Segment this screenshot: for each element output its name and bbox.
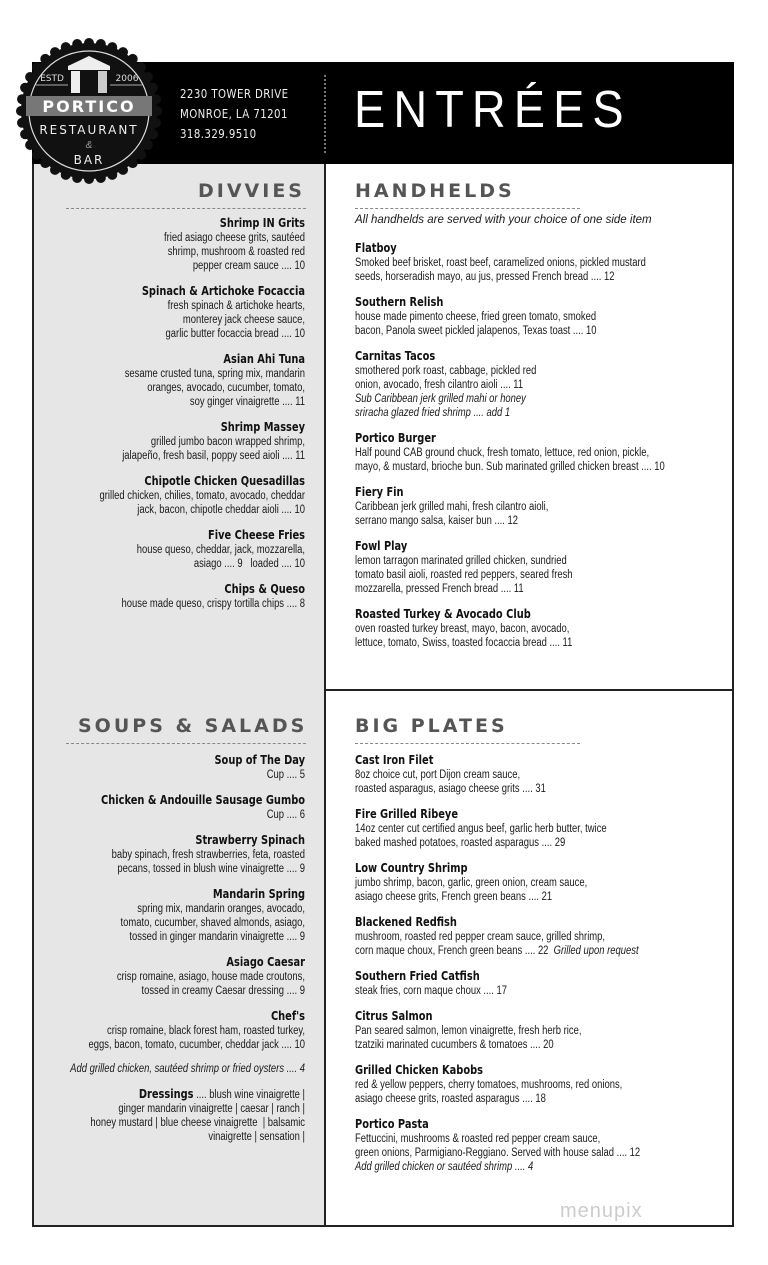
item-description: red & yellow peppers, cherry tomatoes, mushrooms, red onions, asiago cheese grits, roasted asparagus .... 18 — [355, 1079, 623, 1105]
handhelds-list — [355, 240, 725, 660]
menu-item — [355, 538, 725, 596]
item-name: Mandarin Spring — [212, 887, 305, 901]
item-description: house queso, cheddar, jack, mozzarella, asiago .... 9 loaded .... 10 — [136, 544, 305, 570]
divvies-list — [40, 215, 305, 621]
item-name: Blackened Redfish — [355, 915, 457, 929]
menu-item — [40, 1008, 305, 1052]
item-note: Grilled upon request — [553, 945, 639, 957]
big-plates-rule — [355, 743, 580, 744]
item-name: Cast Iron Filet — [355, 753, 434, 767]
menu-item — [355, 806, 725, 850]
item-description: smothered pork roast, cabbage, pickled red onion, avocado, fresh cilantro aioli .... 11 — [355, 365, 537, 391]
item-name: Roasted Turkey & Avocado Club — [355, 607, 531, 621]
item-description: baby spinach, fresh strawberries, feta, roasted pecans, tossed in blush wine vinaigrette .... 9 — [111, 849, 305, 875]
menu-item — [40, 886, 305, 944]
item-description: house made pimento cheese, fried green tomato, smoked bacon, Panola sweet pickled jalapenos, Texas toast .... 10 — [355, 311, 597, 337]
section-title-divvies: DIVVIES — [198, 180, 305, 202]
menu-item — [355, 606, 725, 650]
menu-item — [40, 215, 305, 273]
soups-rule — [66, 743, 306, 744]
menu-item — [355, 348, 725, 420]
menu-item — [355, 294, 725, 338]
menu-item — [40, 419, 305, 463]
item-description: Cup .... 6 — [266, 809, 305, 821]
item-name: Shrimp Massey — [220, 420, 305, 434]
item-name: Chips & Queso — [224, 582, 305, 596]
portico-logo — [16, 38, 162, 184]
menu-item — [355, 1008, 725, 1052]
item-description: mushroom, roasted red pepper cream sauce, grilled shrimp, corn maque choux, French green beans .... 22 — [355, 931, 606, 957]
page-title: ENTRÉES — [354, 81, 632, 139]
menu-item — [40, 473, 305, 517]
menu-item — [40, 792, 305, 822]
item-description: grilled chicken, chilies, tomato, avocado, cheddar jack, bacon, chipotle cheddar aioli .... 10 — [99, 490, 305, 516]
section-title-big-plates: BIG PLATES — [355, 715, 508, 737]
item-name: Chipotle Chicken Quesadillas — [144, 474, 305, 488]
item-description: crisp romaine, asiago, house made croutons, tossed in creamy Caesar dressing .... 9 — [116, 971, 305, 997]
menu-item — [40, 1086, 305, 1144]
menu-item — [40, 527, 305, 571]
item-name: Fire Grilled Ribeye — [355, 807, 458, 821]
item-description: sesame crusted tuna, spring mix, mandarin oranges, avocado, cucumber, tomato, soy ginger vinaigrette .... 11 — [124, 368, 305, 408]
logo-estd: ESTD — [40, 74, 64, 84]
item-description: 14oz center cut certified angus beef, garlic herb butter, twice baked mashed potatoes, roasted asparagus .... 29 — [355, 823, 607, 849]
item-name: Asian Ahi Tuna — [223, 352, 305, 366]
menu-item — [40, 954, 305, 998]
item-note: Sub Caribbean jerk grilled mahi or honey sriracha glazed fried shrimp .... add 1 — [355, 393, 526, 419]
menu-item — [40, 832, 305, 876]
menu-item — [355, 860, 725, 904]
menu-item — [355, 240, 725, 284]
logo-year: 2006 — [115, 74, 139, 84]
item-description: crisp romaine, black forest ham, roasted turkey, eggs, bacon, tomato, cucumber, cheddar jack .... 10 — [88, 1025, 305, 1051]
menu-item — [40, 752, 305, 782]
header-separator — [324, 75, 326, 153]
item-name: Fiery Fin — [355, 485, 404, 499]
item-name: Low Country Shrimp — [355, 861, 468, 875]
item-description: Half pound CAB ground chuck, fresh tomato, lettuce, red onion, pickle, mayo, & mustard, brioche bun. Sub marinated grilled chicken breast .... 10 — [355, 447, 665, 473]
item-description: Fettuccini, mushrooms & roasted red pepper cream sauce, green onions, Parmigiano-Reggiano. Served with house salad .... 12 — [355, 1133, 641, 1159]
menu-item — [40, 1062, 305, 1076]
item-name: Grilled Chicken Kabobs — [355, 1063, 483, 1077]
item-description: spring mix, mandarin oranges, avocado, tomato, cucumber, shaved almonds, asiago, tossed in ginger mandarin vinaigrette .... 9 — [120, 903, 305, 943]
soups-list — [40, 752, 305, 1154]
watermark: menupix — [560, 1200, 643, 1222]
item-description: jumbo shrimp, bacon, garlic, green onion, cream sauce, asiago cheese grits, French green beans .... 21 — [355, 877, 588, 903]
handhelds-rule — [355, 208, 580, 209]
item-note: Add grilled chicken or sautéed shrimp .... 4 — [355, 1161, 534, 1173]
item-name: Strawberry Spinach — [195, 833, 305, 847]
item-description: oven roasted turkey breast, mayo, bacon, avocado, lettuce, tomato, Swiss, toasted focaccia bread .... 11 — [355, 623, 573, 649]
item-name: Asiago Caesar — [226, 955, 305, 969]
item-name: Shrimp IN Grits — [219, 216, 305, 230]
menu-item — [40, 283, 305, 341]
section-title-soups: SOUPS & SALADS — [78, 715, 308, 737]
item-name: Soup of The Day — [214, 753, 305, 767]
item-description: steak fries, corn maque choux .... 17 — [355, 985, 508, 997]
menu-item — [355, 484, 725, 528]
item-description: 8oz choice cut, port Dijon cream sauce, roasted asparagus, asiago cheese grits .... 31 — [355, 769, 546, 795]
item-name: Five Cheese Fries — [208, 528, 305, 542]
logo-name: PORTICO — [42, 97, 136, 116]
item-name: Dressings — [138, 1087, 194, 1101]
item-name: Carnitas Tacos — [355, 349, 436, 363]
menu-item — [355, 430, 725, 474]
item-description: fried asiago cheese grits, sautéed shrimp, mushroom & roasted red pepper cream sauce .... 10 — [163, 232, 305, 272]
item-name: Chicken & Andouille Sausage Gumbo — [101, 793, 305, 807]
item-description: fresh spinach & artichoke hearts, monterey jack cheese sauce, garlic butter focaccia bread .... 10 — [165, 300, 305, 340]
item-description: Caribbean jerk grilled mahi, fresh cilantro aioli, serrano mango salsa, kaiser bun .... 12 — [355, 501, 549, 527]
item-description: house made queso, crispy tortilla chips .... 8 — [121, 598, 305, 610]
menu-item — [355, 1116, 725, 1174]
divvies-rule — [66, 208, 306, 209]
item-name: Southern Fried Catfish — [355, 969, 480, 983]
item-name: Portico Burger — [355, 431, 436, 445]
item-name: Citrus Salmon — [355, 1009, 433, 1023]
section-divider — [325, 689, 733, 691]
item-name: Fowl Play — [355, 539, 408, 553]
item-name: Chef's — [270, 1009, 305, 1023]
menu-item — [355, 968, 725, 998]
logo-amp: & — [85, 140, 93, 151]
section-title-handhelds: HANDHELDS — [355, 180, 515, 202]
item-name: Southern Relish — [355, 295, 444, 309]
phone-number[interactable]: 318.329.9510 — [180, 127, 257, 141]
address-city: MONROE, LA 71201 — [180, 107, 288, 121]
menu-item — [40, 581, 305, 611]
menu-item — [40, 351, 305, 409]
item-description: Cup .... 5 — [266, 769, 305, 781]
item-description: .... blush wine vinaigrette | ginger mandarin vinaigrette | caesar | ranch | honey mustard | blue cheese vinaigrette | balsamic vinaigrette | sensation | — [90, 1089, 305, 1143]
item-name: Spinach & Artichoke Focaccia — [141, 284, 305, 298]
menu-item — [355, 914, 725, 958]
item-name: Portico Pasta — [355, 1117, 429, 1131]
menu-item — [355, 1062, 725, 1106]
menu-item — [355, 752, 725, 796]
item-description: lemon tarragon marinated grilled chicken, sundried tomato basil aioli, roasted red peppers, seared fresh mozzarella, pressed French bread .... 11 — [355, 555, 573, 595]
handhelds-note: All handhelds are served with your choice of one side item — [355, 214, 652, 226]
address-block — [180, 84, 288, 144]
item-description: Add grilled chicken, sautéed shrimp or fried oysters .... 4 — [70, 1063, 305, 1075]
address-street: 2230 TOWER DRIVE — [180, 87, 289, 101]
column-divider — [324, 164, 326, 1226]
item-name: Flatboy — [355, 241, 397, 255]
logo-sub: RESTAURANT — [39, 123, 139, 137]
logo-bar: BAR — [73, 153, 105, 167]
item-description: grilled jumbo bacon wrapped shrimp, jalapeño, fresh basil, poppy seed aioli .... 11 — [122, 436, 305, 462]
big-plates-list — [355, 752, 725, 1184]
item-description: Pan seared salmon, lemon vinaigrette, fresh herb rice, tzatziki marinated cucumbers & tomatoes .... 20 — [355, 1025, 582, 1051]
item-description: Smoked beef brisket, roast beef, caramelized onions, pickled mustard seeds, horseradish mayo, au jus, pressed French bread .... 12 — [355, 257, 646, 283]
